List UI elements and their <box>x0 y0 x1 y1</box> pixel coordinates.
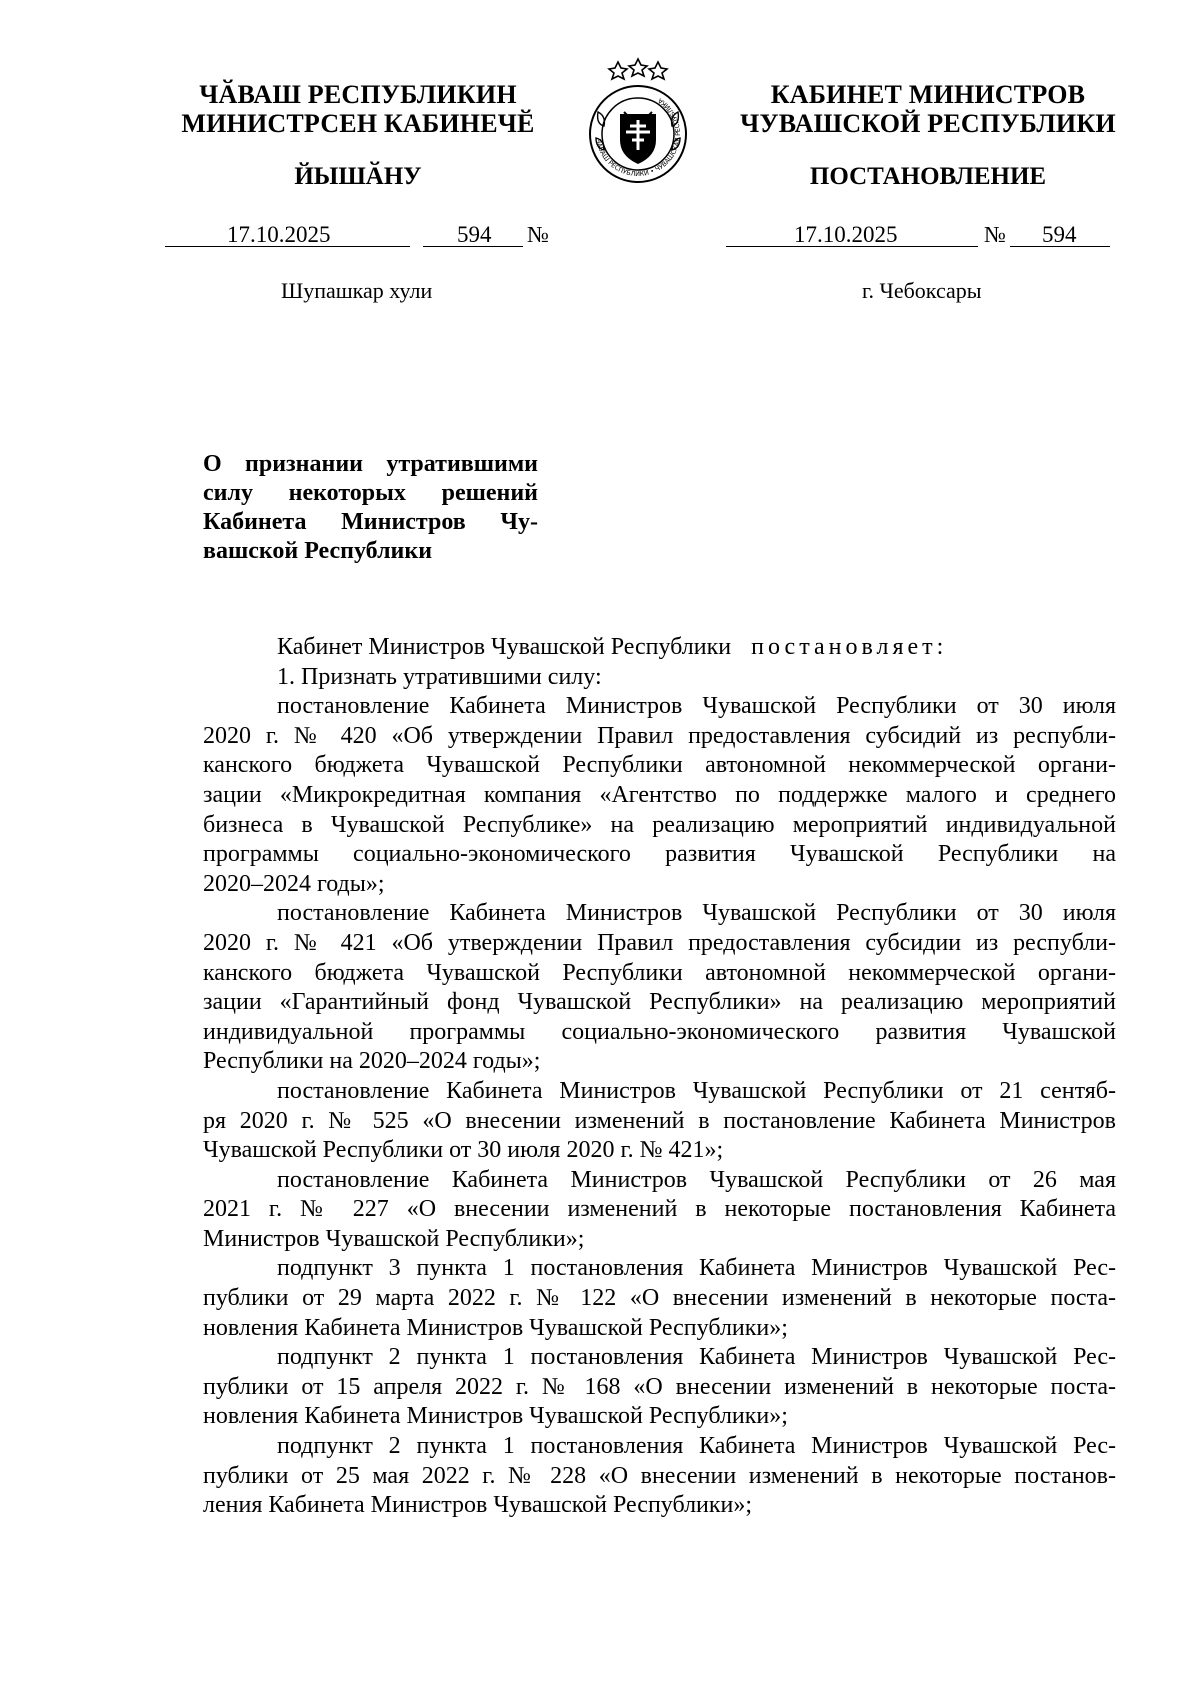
subject-line: силу некоторых решений <box>203 480 538 506</box>
right-date: 17.10.2025 <box>794 222 898 247</box>
document-subject <box>203 450 538 566</box>
paragraph-line: подпункт 2 пункта 1 постановления Кабинета Министров Чувашской Рес- <box>277 1433 1116 1460</box>
repealed-acts-list <box>203 692 1116 1521</box>
item-1: 1. Признать утратившими силу: <box>277 663 602 690</box>
paragraph-line: публики от 25 мая 2022 г. № 228 «О внесении изменений в некоторые постанов- <box>203 1462 1116 1489</box>
right-number: 594 <box>1042 222 1077 247</box>
repealed-act-paragraph <box>203 692 1116 899</box>
repealed-act-paragraph <box>203 1343 1116 1432</box>
left-number-sign: № <box>527 222 549 247</box>
repealed-act-paragraph <box>203 1254 1116 1343</box>
paragraph-line: подпункт 3 пункта 1 постановления Кабинета Министров Чувашской Рес- <box>277 1255 1116 1282</box>
paragraph-line: ря 2020 г. № 525 «О внесении изменений в постановление Кабинета Министров <box>203 1107 1116 1134</box>
repealed-act-paragraph <box>203 899 1116 1077</box>
coat-of-arms-icon <box>568 56 708 186</box>
subject-line: Кабинета Министров Чу- <box>203 509 538 535</box>
header-right-line1: КАБИНЕТ МИНИСТРОВ <box>770 80 1086 109</box>
left-date: 17.10.2025 <box>227 222 331 247</box>
paragraph-line: зации «Микрокредитная компания «Агентство по поддержке малого и среднего <box>203 781 1116 808</box>
doc-type-chuvash: ЙЫШӐНУ <box>294 163 422 190</box>
paragraph-line: публики от 29 марта 2022 г. № 122 «О внесении изменений в некоторые поста- <box>203 1285 1116 1312</box>
repealed-act-paragraph <box>203 1166 1116 1255</box>
header-left-line1: ЧӐВАШ РЕСПУБЛИКИН <box>199 80 517 109</box>
date-line-right <box>726 222 1126 252</box>
paragraph-line: 2020 г. № 420 «Об утверждении Правил предоставления субсидий из республи- <box>203 722 1116 749</box>
emblem-ring-text: ЧӐВАШ РЕСПУБЛИКИ • ЧУВАШСКАЯ РЕСПУБЛИКА <box>594 96 683 179</box>
paragraph-line: канского бюджета Чувашской Республики автономной некоммерческой органи- <box>203 959 1116 986</box>
paragraph-line: новления Кабинета Министров Чувашской Республики»; <box>203 1314 788 1341</box>
subject-line: О признании утратившими <box>203 451 538 477</box>
document-body <box>203 633 1116 1521</box>
paragraph-line: 2020 г. № 421 «Об утверждении Правил предоставления субсидии из республи- <box>203 929 1116 956</box>
place-chuvash: Шупашкар хули <box>281 278 433 303</box>
paragraph-line: Чувашской Республики от 30 июля 2020 г. № 421»; <box>203 1137 724 1164</box>
paragraph-line: индивидуальной программы социально-экономического развития Чувашской <box>203 1018 1116 1045</box>
subject-line: вашской Республики <box>203 538 433 564</box>
left-number: 594 <box>457 222 492 247</box>
paragraph-line: 2021 г. № 227 «О внесении изменений в некоторые постановления Кабинета <box>203 1196 1116 1223</box>
paragraph-line: подпункт 2 пункта 1 постановления Кабинета Министров Чувашской Рес- <box>277 1344 1116 1371</box>
header-right-line2: ЧУВАШСКОЙ РЕСПУБЛИКИ <box>740 109 1116 138</box>
paragraph-line: бизнеса в Чувашской Республике» на реализацию мероприятий индивидуальной <box>203 811 1116 838</box>
header-left-line2: МИНИСТРСЕН КАБИНЕЧӖ <box>181 109 535 138</box>
paragraph-line: новления Кабинета Министров Чувашской Республики»; <box>203 1403 788 1430</box>
intro-line <box>203 633 1116 663</box>
date-line-left <box>165 222 565 252</box>
paragraph-line: постановление Кабинета Министров Чувашской Республики от 30 июля <box>277 900 1116 927</box>
header-right <box>728 80 1128 138</box>
header-left <box>168 80 548 138</box>
place-russian: г. Чебоксары <box>862 278 982 303</box>
intro-resolves: постановляет: <box>751 634 948 660</box>
doc-type-russian: ПОСТАНОВЛЕНИЕ <box>809 163 1047 190</box>
paragraph-line: публики от 15 апреля 2022 г. № 168 «О внесении изменений в некоторые поста- <box>203 1373 1116 1400</box>
paragraph-line: зации «Гарантийный фонд Чувашской Республики» на реализацию мероприятий <box>203 989 1116 1016</box>
paragraph-line: ления Кабинета Министров Чувашской Республики»; <box>203 1492 753 1519</box>
paragraph-line: канского бюджета Чувашской Республики автономной некоммерческой органи- <box>203 752 1116 779</box>
right-number-sign: № <box>984 222 1006 247</box>
paragraph-line: постановление Кабинета Министров Чувашской Республики от 30 июля <box>277 693 1116 720</box>
intro-main: Кабинет Министров Чувашской Республики <box>277 634 732 660</box>
paragraph-line: программы социально-экономического развития Чувашской Республики на <box>203 841 1116 868</box>
paragraph-line: постановление Кабинета Министров Чувашской Республики от 21 сентяб- <box>277 1077 1116 1104</box>
repealed-act-paragraph <box>203 1432 1116 1521</box>
repealed-act-paragraph <box>203 1077 1116 1166</box>
paragraph-line: 2020–2024 годы»; <box>203 870 385 897</box>
paragraph-line: постановление Кабинета Министров Чувашской Республики от 26 мая <box>277 1166 1116 1193</box>
paragraph-line: Министров Чувашской Республики»; <box>203 1225 585 1252</box>
paragraph-line: Республики на 2020–2024 годы»; <box>203 1048 541 1075</box>
